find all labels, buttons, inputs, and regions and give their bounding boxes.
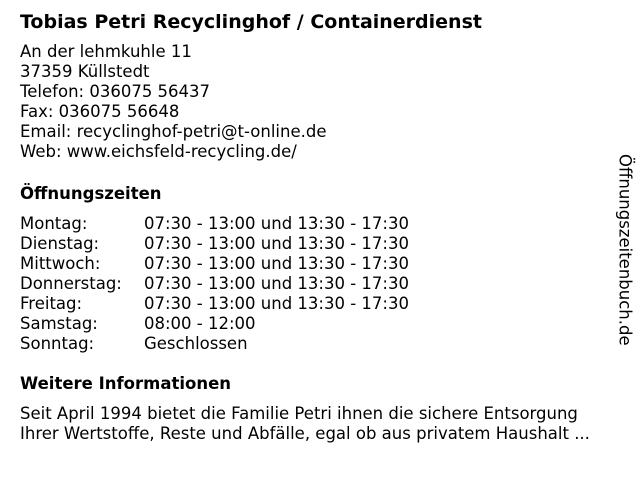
hours-row-wednesday — [20, 254, 409, 274]
fax-number: Fax: 036075 56648 — [20, 102, 180, 121]
hours-row-saturday — [20, 314, 409, 334]
website-address: Web: www.eichsfeld-recycling.de/ — [20, 142, 297, 161]
hours-row-friday — [20, 294, 409, 314]
address-city: 37359 Küllstedt — [20, 62, 150, 81]
hours-day: Mittwoch: — [20, 254, 101, 273]
watermark — [612, 135, 638, 365]
address-street: An der lehmkuhle 11 — [20, 42, 192, 61]
more-info-text — [20, 404, 625, 444]
hours-day: Montag: — [20, 214, 88, 233]
hours-time: 07:30 - 13:00 und 13:30 - 17:30 — [144, 294, 409, 313]
hours-day: Donnerstag: — [20, 274, 122, 293]
page-title: Tobias Petri Recyclinghof / Containerdienst — [20, 11, 482, 33]
hours-time: 08:00 - 12:00 — [144, 314, 256, 333]
more-info-heading: Weitere Informationen — [20, 374, 232, 393]
hours-time: 07:30 - 13:00 und 13:30 - 17:30 — [144, 214, 409, 233]
business-card — [20, 10, 620, 443]
hours-row-tuesday — [20, 234, 409, 254]
hours-time: 07:30 - 13:00 und 13:30 - 17:30 — [144, 234, 409, 253]
hours-row-sunday — [20, 334, 409, 354]
more-info-line: Ihrer Wertstoffe, Reste und Abfälle, egal ob aus privatem Haushalt ... — [20, 424, 590, 443]
more-info-line: Seit April 1994 bietet die Familie Petri ihnen die sichere Entsorgung — [20, 404, 578, 423]
hours-row-monday — [20, 214, 409, 234]
hours-day: Freitag: — [20, 294, 83, 313]
hours-day: Dienstag: — [20, 234, 100, 253]
watermark-text: Öffnungszeitenbuch.de — [615, 154, 635, 346]
email-address: Email: recyclinghof-petri@t-online.de — [20, 122, 327, 141]
address-block — [20, 42, 620, 162]
hours-time: Geschlossen — [144, 334, 248, 353]
hours-time: 07:30 - 13:00 und 13:30 - 17:30 — [144, 274, 409, 293]
phone-number: Telefon: 036075 56437 — [20, 82, 211, 101]
opening-hours-heading: Öffnungszeiten — [20, 184, 162, 203]
opening-hours-table — [20, 214, 409, 354]
hours-row-thursday — [20, 274, 409, 294]
hours-time: 07:30 - 13:00 und 13:30 - 17:30 — [144, 254, 409, 273]
hours-day: Sonntag: — [20, 334, 95, 353]
hours-day: Samstag: — [20, 314, 98, 333]
